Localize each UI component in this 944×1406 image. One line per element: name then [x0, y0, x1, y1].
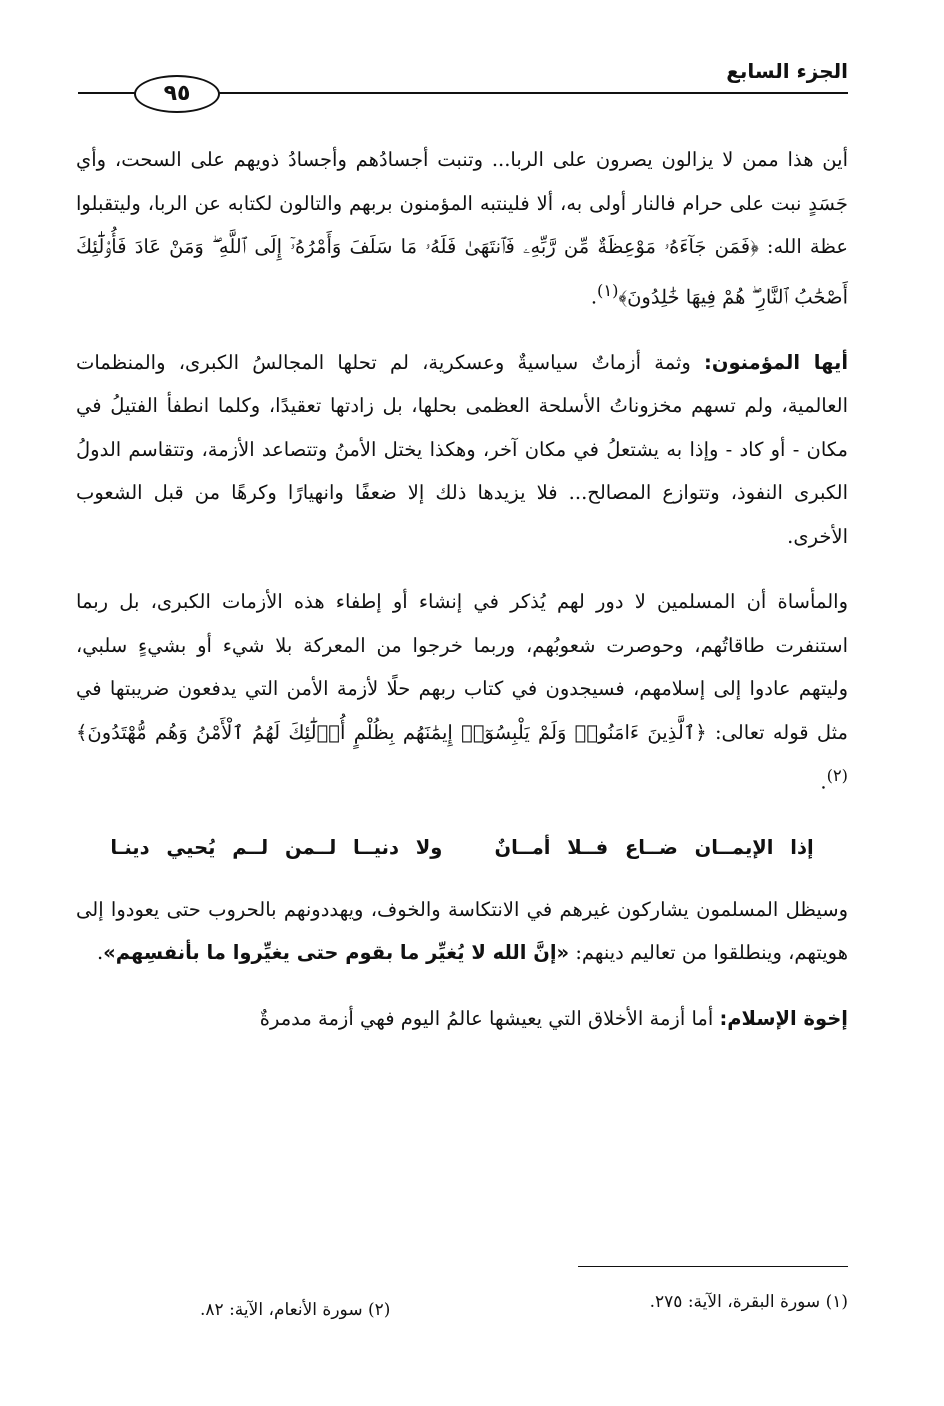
verse-hemistich-2: ولا دنيــا لــمن لــم يُحيي دينـا	[110, 836, 443, 859]
paragraph-5-text: أما أزمة الأخلاق التي يعيشها عالمُ اليوم فهي أزمة مدمرةٌ	[259, 1006, 720, 1030]
page-number: ٩٥	[134, 75, 220, 113]
page-header	[78, 58, 848, 106]
paragraph-2-text: وثمة أزماتٌ سياسيةٌ وعسكرية، لم تحلها المجالسُ الكبرى، والمنظمات العالمية، ولم تسهم مخزوناتُ الأسلحة العظمى بحلها، بل زادتها تعقيدًا، وكلما انطفأ الفتيلُ في مكان - أو كاد - وإذا به يشتعلُ في مكان آخر، وهكذا يختل الأمنُ وتتصاعد الأزمة، وتتقاسم الدولُ الكبرى النفوذ، وتتوازع المصالح... فلا يزيدها ذلك إلا ضعفًا وانهيارًا وكرهًا من قبل الشعوب الأخرى.	[76, 350, 848, 548]
paragraph-4	[76, 888, 848, 975]
verse-hemistich-1: إذا الإيمــان ضــاع فــلا أمــانٌ	[494, 836, 814, 859]
footnote-ref-2: (٢)	[826, 766, 848, 785]
paragraph-3-end: .	[820, 770, 827, 794]
paragraph-1-end: .	[590, 285, 598, 308]
footnote-rule	[578, 1266, 848, 1267]
poetry-verse	[76, 826, 848, 870]
running-title: الجزء السابع	[726, 59, 848, 83]
quran-quote-2: ﴿ٱلَّذِينَ ءَامَنُوا۟ وَلَمْ يَلْبِسُوٓا۟ إِيمَٰنَهُم بِظُلْمٍ أُو۟لَٰٓئِكَ لَهُمُ ٱلْأَمْنُ وَهُم مُّهْتَدُونَ﴾	[76, 720, 707, 744]
footnote-1: (١) سورة البقرة، الآية: ٢٧٥.	[649, 1292, 848, 1312]
paragraph-1	[76, 138, 848, 319]
paragraph-4-text: وسيظل المسلمون يشاركون غيرهم في الانتكاسة والخوف، ويهددونهم بالحروب حتى يعودوا إلى هويتهم، وينطلقوا من تعاليم دينهم:	[76, 897, 848, 964]
paragraph-3-text: والمأساة أن المسلمين لا دور لهم يُذكر في إنشاء أو إطفاء هذه الأزمات الكبرى، بل ربما استنفرت طاقاتُهم، وحوصرت شعوبُهم، وربما خرجوا من المعركة بلا شيء أو بشيءٍ سلبي، وليتهم عادوا إلى إسلامهم، فسيجدون في كتاب ربهم حلًا لأزمة الأمن التي يدفعون ضريبتها في مثل قوله تعالى:	[76, 590, 849, 744]
paragraph-2	[76, 341, 848, 559]
paragraph-5-lead: إخوة الإسلام:	[719, 1006, 848, 1030]
paragraph-4-end: .	[96, 941, 104, 964]
page-body	[76, 138, 848, 1062]
quran-quote-1: ﴿فَمَن جَآءَهُۥ مَوْعِظَةٌ مِّن رَّبِّهِۦ فَٱنتَهَىٰ فَلَهُۥ مَا سَلَفَ وَأَمْرُهُۥٓ إِلَى ٱللَّهِ ۖ وَمَنْ عَادَ فَأُو۟لَٰٓئِكَ أَصْحَٰبُ ٱلنَّارِ ۖ هُمْ فِيهَا خَٰلِدُونَ﴾	[76, 235, 848, 308]
footnote-ref-1: (١)	[597, 280, 619, 300]
hadith-quote: «إنَّ الله لا يُغيِّر ما بقوم حتى يغيِّروا ما بأنفسِهم»	[103, 941, 570, 964]
paragraph-1-text: أين هذا ممن لا يزالون يصرون على الربا... وتنبت أجسادُهم وأجسادُ ذويهم على السحت، وأي جَسَدٍ نبت على حرام فالنار أولى به، ألا فلينتبه المؤمنون بربهم والتالون لكتابه عن الربا، وليتقبلوا عظة الله:	[76, 148, 849, 258]
paragraph-2-lead: أيها المؤمنون:	[704, 350, 849, 374]
paragraph-3	[76, 580, 848, 804]
paragraph-5	[76, 997, 848, 1041]
footnote-2: (٢) سورة الأنعام، الآية: ٨٢.	[200, 1300, 391, 1320]
